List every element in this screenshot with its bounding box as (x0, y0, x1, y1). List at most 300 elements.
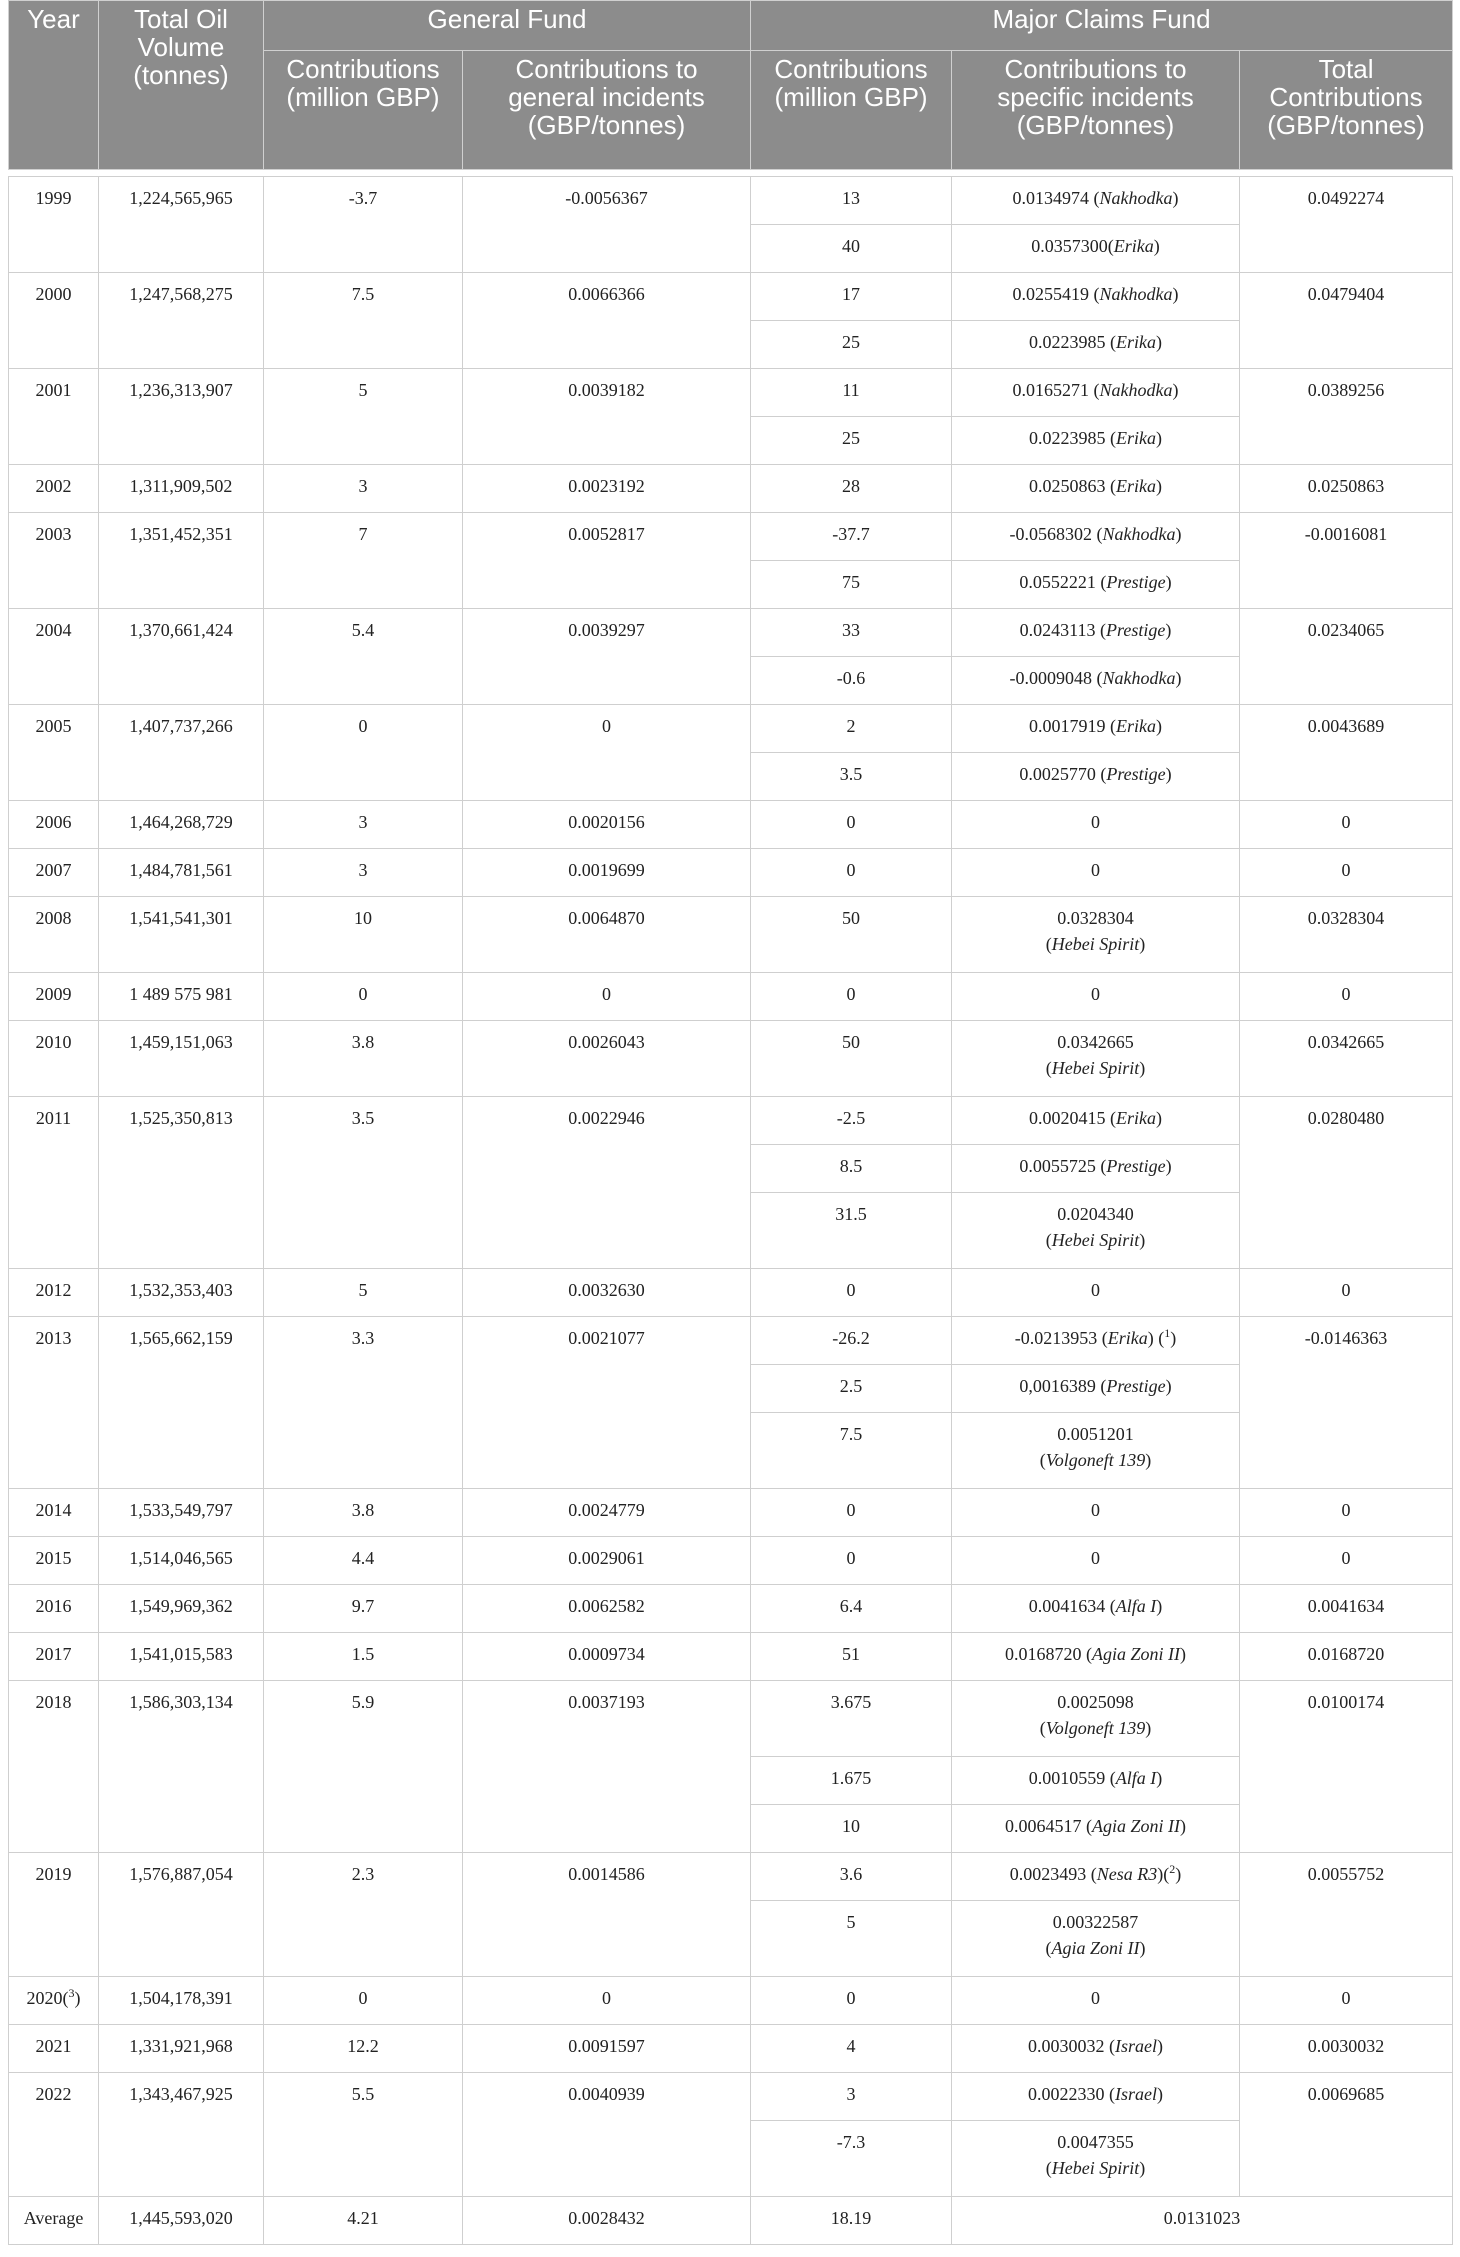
incident-value: 0.0023493 (1009, 1864, 1087, 1884)
header-gf-contributions: Contributions (million GBP) (264, 51, 463, 170)
gf-general-incidents-cell: 0.0024779 (463, 1489, 751, 1537)
table-row (9, 1269, 1453, 1317)
incident-ship-name: Alfa I (1115, 1768, 1157, 1788)
header-mcf-contributions: Contributions (million GBP) (751, 51, 952, 170)
gf-contribution-cell: 3.8 (264, 1021, 463, 1097)
mcf-specific-incident-cell: 0.0020415 (Erika) (952, 1097, 1240, 1145)
mcf-contribution-cell: 25 (751, 417, 952, 465)
year-value: 2003 (35, 524, 72, 544)
mcf-specific-incident-cell: 0.0168720 (Agia Zoni II) (952, 1633, 1240, 1681)
mcf-contribution-cell: 11 (751, 369, 952, 417)
incident-ship-name: Nakhodka (1102, 524, 1176, 544)
total-oil-volume-cell: 1,224,565,965 (99, 177, 264, 273)
table-row (9, 973, 1453, 1021)
gf-general-incidents-cell: 0.0064870 (463, 897, 751, 973)
year-cell (9, 1853, 99, 1977)
mcf-specific-incident-cell: 0.0204340 (Hebei Spirit) (952, 1193, 1240, 1269)
year-cell (9, 1021, 99, 1097)
incident-value: 0.0168720 (1005, 1644, 1082, 1664)
mcf-total-contribution-cell: 0.0250863 (1240, 465, 1453, 513)
year-value: 2006 (35, 812, 72, 832)
gf-general-incidents-cell: 0.0026043 (463, 1021, 751, 1097)
incident-ship-name: Agia Zoni II (1092, 1816, 1181, 1836)
mcf-total-contribution-cell: 0.0168720 (1240, 1633, 1453, 1681)
gf-contribution-cell: 0 (264, 705, 463, 801)
mcf-contribution-cell: -37.7 (751, 513, 952, 561)
mcf-contribution-cell: 28 (751, 465, 952, 513)
year-cell (9, 465, 99, 513)
gf-contribution-cell: 3.3 (264, 1317, 463, 1489)
table-row (9, 2025, 1453, 2073)
year-value: 2020 (26, 1988, 63, 2008)
mcf-specific-incident-cell (952, 849, 1240, 897)
mcf-specific-incident-cell: -0.0568302 (Nakhodka) (952, 513, 1240, 561)
table-row (9, 897, 1453, 973)
table-row (9, 273, 1453, 321)
year-cell (9, 1269, 99, 1317)
mcf-total-contribution-cell: 0.0342665 (1240, 1021, 1453, 1097)
gf-contribution-cell: 3.5 (264, 1097, 463, 1269)
gf-contribution-cell: 0 (264, 973, 463, 1021)
year-cell (9, 705, 99, 801)
incident-ship-name: Prestige (1106, 572, 1166, 592)
incident-ship-name: Nakhodka (1099, 188, 1173, 208)
mcf-specific-incident-cell (952, 1537, 1240, 1585)
incident-value: 0.0025770 (1019, 764, 1096, 784)
gf-general-incidents-cell: 0.0091597 (463, 2025, 751, 2073)
total-oil-volume-cell: 1,464,268,729 (99, 801, 264, 849)
year-value: 1999 (35, 188, 72, 208)
incident-ship-name: Prestige (1106, 1376, 1166, 1396)
table-row (9, 849, 1453, 897)
incident-value: 0.0055725 (1019, 1156, 1096, 1176)
incident-value: -0.0568302 (1009, 524, 1093, 544)
mcf-contribution-cell: 31.5 (751, 1193, 952, 1269)
mcf-contribution-cell: 0 (751, 849, 952, 897)
incident-value: -0.0213953 (1014, 1328, 1098, 1348)
year-value: 2015 (35, 1548, 72, 1568)
mcf-contribution-cell: -0.6 (751, 657, 952, 705)
total-oil-volume-cell: 1,311,909,502 (99, 465, 264, 513)
mcf-contribution-cell: -2.5 (751, 1097, 952, 1145)
mcf-specific-incident-cell: 0.0041634 (Alfa I) (952, 1585, 1240, 1633)
incident-value: 0 (1091, 1500, 1101, 1520)
table-row (9, 705, 1453, 753)
year-cell: 2020($^3$) (9, 1977, 99, 2025)
total-oil-volume-cell: 1,525,350,813 (99, 1097, 264, 1269)
incident-value: 0.0022330 (1028, 2084, 1105, 2104)
gf-general-incidents-cell: 0.0039297 (463, 609, 751, 705)
total-oil-volume-cell: 1,533,549,797 (99, 1489, 264, 1537)
incident-value: 0.0165271 (1012, 380, 1090, 400)
gf-general-incidents-cell: 0.0021077 (463, 1317, 751, 1489)
incident-value: 0.0064517 (1005, 1816, 1082, 1836)
year-cell (9, 2073, 99, 2197)
mcf-contribution-cell: -7.3 (751, 2121, 952, 2197)
mcf-total-contribution-cell: 0.0389256 (1240, 369, 1453, 465)
gf-general-incidents-cell: 0.0020156 (463, 801, 751, 849)
year-cell (9, 2025, 99, 2073)
incident-value: 0.0010559 (1028, 1768, 1106, 1788)
total-oil-volume-cell: 1,504,178,391 (99, 1977, 264, 2025)
incident-ship-name: Israel (1115, 2084, 1158, 2104)
gf-contribution-cell: 5.4 (264, 609, 463, 705)
mcf-contribution-cell: 0 (751, 1489, 952, 1537)
gf-contribution-cell: 12.2 (264, 2025, 463, 2073)
gf-contribution-cell: 5.9 (264, 1681, 463, 1853)
mcf-total-contribution-cell: 0.0479404 (1240, 273, 1453, 369)
incident-value: 0.0020415 (1029, 1108, 1106, 1128)
incident-value: 0 (1091, 1988, 1101, 2008)
year-value: 2019 (35, 1864, 72, 1884)
year-value: 2018 (35, 1692, 72, 1712)
year-cell (9, 513, 99, 609)
gf-contribution-cell: 3.8 (264, 1489, 463, 1537)
mcf-specific-incident-cell: 0.0342665 (Hebei Spirit) (952, 1021, 1240, 1097)
total-oil-volume-cell: 1,541,541,301 (99, 897, 264, 973)
mcf-contribution-cell: 3.5 (751, 753, 952, 801)
table-row (9, 1537, 1453, 1585)
mcf-total-contribution-cell: 0.0043689 (1240, 705, 1453, 801)
year-value: 2002 (35, 476, 72, 496)
incident-ship-name: Israel (1115, 2036, 1158, 2056)
total-oil-volume-cell: 1,565,662,159 (99, 1317, 264, 1489)
mcf-contribution-cell: 3.675 (751, 1681, 952, 1757)
mcf-contribution-cell: 50 (751, 1021, 952, 1097)
header-mcf-total-contributions: Total Contributions (GBP/tonnes) (1240, 51, 1453, 170)
incident-value: 0.0051201 (1057, 1424, 1134, 1444)
incident-ship-name: Alfa I (1115, 1596, 1157, 1616)
total-oil-volume-cell: 1,484,781,561 (99, 849, 264, 897)
table-row (9, 1977, 1453, 2025)
gf-general-incidents-cell: 0 (463, 705, 751, 801)
year-cell (9, 1585, 99, 1633)
mcf-specific-incident-cell: -0.0009048 (Nakhodka) (952, 657, 1240, 705)
average-volume: 1,445,593,020 (99, 2197, 264, 2245)
year-value: 2010 (35, 1032, 72, 1052)
header-general-fund: General Fund (264, 1, 751, 51)
average-label: Average (9, 2197, 99, 2245)
incident-value: 0.0134974 (1012, 188, 1090, 208)
total-oil-volume-cell: 1,532,353,403 (99, 1269, 264, 1317)
incident-value: 0.0328304 (1057, 908, 1134, 928)
mcf-contribution-cell: 13 (751, 177, 952, 225)
gf-general-incidents-cell: 0.0029061 (463, 1537, 751, 1585)
gf-general-incidents-cell: 0.0040939 (463, 2073, 751, 2197)
incident-ship-name: Volgoneft 139 (1045, 1450, 1146, 1470)
mcf-total-contribution-cell: 0.0069685 (1240, 2073, 1453, 2197)
incident-value: 0.0552221 (1019, 572, 1096, 592)
mcf-contribution-cell: 3.6 (751, 1853, 952, 1901)
table-row (9, 465, 1453, 513)
incident-value: 0.0342665 (1057, 1032, 1134, 1052)
incident-value: 0.0243113 (1019, 620, 1096, 640)
table-row (9, 177, 1453, 225)
mcf-contribution-cell: 6.4 (751, 1585, 952, 1633)
average-mcf-contribution: 18.19 (751, 2197, 952, 2245)
mcf-total-contribution-cell: 0 (1240, 1977, 1453, 2025)
year-value: 2005 (35, 716, 72, 736)
gf-general-incidents-cell: 0.0052817 (463, 513, 751, 609)
incident-ship-name: Nakhodka (1099, 380, 1173, 400)
mcf-specific-incident-cell: 0.0010559 (Alfa I) (952, 1757, 1240, 1805)
year-cell (9, 609, 99, 705)
incident-value: 0.0250863 (1029, 476, 1106, 496)
header-gf-general-incidents: Contributions to general incidents (GBP/tonnes) (463, 51, 751, 170)
mcf-specific-incident-cell: 0.0134974 (Nakhodka) (952, 177, 1240, 225)
mcf-specific-incident-cell: 0.0165271 (Nakhodka) (952, 369, 1240, 417)
gf-general-incidents-cell: -0.0056367 (463, 177, 751, 273)
gf-general-incidents-cell: 0.0014586 (463, 1853, 751, 1977)
gf-general-incidents-cell: 0.0062582 (463, 1585, 751, 1633)
gf-contribution-cell: 3 (264, 465, 463, 513)
table-row (9, 609, 1453, 657)
incident-ship-name: Hebei Spirit (1051, 1230, 1140, 1250)
incident-value: 0.0025098 (1057, 1692, 1134, 1712)
gf-contribution-cell: 5.5 (264, 2073, 463, 2197)
total-oil-volume-cell: 1,576,887,054 (99, 1853, 264, 1977)
footnote-marker: 1 (1164, 1326, 1171, 1340)
mcf-contribution-cell: 0 (751, 801, 952, 849)
incident-ship-name: Erika (1107, 1328, 1148, 1348)
incident-value: 0.0204340 (1057, 1204, 1134, 1224)
incident-value: 0.0047355 (1057, 2132, 1134, 2152)
year-value: 2001 (35, 380, 72, 400)
table-body (9, 170, 1453, 2245)
year-cell (9, 849, 99, 897)
mcf-specific-incident-cell (952, 1977, 1240, 2025)
incident-ship-name: Erika (1116, 332, 1157, 352)
year-cell (9, 801, 99, 849)
total-oil-volume-cell: 1 489 575 981 (99, 973, 264, 1021)
mcf-total-contribution-cell: 0 (1240, 1489, 1453, 1537)
gf-contribution-cell: 10 (264, 897, 463, 973)
incident-value: 0.0223985 (1029, 428, 1106, 448)
year-value: 2008 (35, 908, 72, 928)
year-value: 2013 (35, 1328, 72, 1348)
mcf-specific-incident-cell: 0,0016389 (Prestige) (952, 1365, 1240, 1413)
gf-general-incidents-cell: 0.0019699 (463, 849, 751, 897)
gf-general-incidents-cell: 0.0032630 (463, 1269, 751, 1317)
average-gf-general-incidents: 0.0028432 (463, 2197, 751, 2245)
incident-value: -0.0009048 (1009, 668, 1093, 688)
mcf-total-contribution-cell: 0 (1240, 1537, 1453, 1585)
incident-ship-name: Erika (1116, 1108, 1157, 1128)
mcf-contribution-cell: 3 (751, 2073, 952, 2121)
mcf-contribution-cell: 1.675 (751, 1757, 952, 1805)
gf-general-incidents-cell: 0 (463, 973, 751, 1021)
table-row (9, 513, 1453, 561)
mcf-total-contribution-cell: -0.0146363 (1240, 1317, 1453, 1489)
total-oil-volume-cell: 1,459,151,063 (99, 1021, 264, 1097)
table-row (9, 1097, 1453, 1145)
mcf-specific-incident-cell (952, 973, 1240, 1021)
mcf-contribution-cell: 0 (751, 1977, 952, 2025)
year-cell (9, 1097, 99, 1269)
table-row (9, 1633, 1453, 1681)
year-cell (9, 1681, 99, 1853)
incident-value: 0.00322587 (1052, 1912, 1139, 1932)
mcf-specific-incident-cell: 0.0030032 (Israel) (952, 2025, 1240, 2073)
total-oil-volume-cell: 1,331,921,968 (99, 2025, 264, 2073)
year-value: 2017 (35, 1644, 72, 1664)
gf-general-incidents-cell: 0 (463, 1977, 751, 2025)
gf-contribution-cell: 7 (264, 513, 463, 609)
mcf-total-contribution-cell: 0 (1240, 973, 1453, 1021)
table-row (9, 801, 1453, 849)
year-cell (9, 369, 99, 465)
mcf-total-contribution-cell: 0 (1240, 801, 1453, 849)
mcf-contribution-cell: 4 (751, 2025, 952, 2073)
spacer-cell (9, 170, 1453, 177)
incident-ship-name: Prestige (1106, 1156, 1166, 1176)
gf-contribution-cell: 5 (264, 369, 463, 465)
header-mcf-specific-incidents: Contributions to specific incidents (GBP/tonnes) (952, 51, 1240, 170)
mcf-specific-incident-cell: 0.0328304 (Hebei Spirit) (952, 897, 1240, 973)
incident-value: 0 (1091, 1280, 1101, 1300)
mcf-specific-incident-cell: 0.00322587 (Agia Zoni II) (952, 1901, 1240, 1977)
mcf-total-contribution-cell: 0 (1240, 849, 1453, 897)
mcf-specific-incident-cell: 0.0243113 (Prestige) (952, 609, 1240, 657)
incident-ship-name: Erika (1116, 476, 1157, 496)
mcf-specific-incident-cell (952, 1269, 1240, 1317)
gf-general-incidents-cell: 0.0023192 (463, 465, 751, 513)
total-oil-volume-cell: 1,549,969,362 (99, 1585, 264, 1633)
mcf-specific-incident-cell: 0.0051201 (Volgoneft 139) (952, 1413, 1240, 1489)
gf-contribution-cell: 4.4 (264, 1537, 463, 1585)
incident-value: 0 (1091, 860, 1101, 880)
mcf-total-contribution-cell: 0.0030032 (1240, 2025, 1453, 2073)
average-gf-contribution: 4.21 (264, 2197, 463, 2245)
incident-value: 0.0030032 (1028, 2036, 1105, 2056)
mcf-specific-incident-cell: 0.0064517 (Agia Zoni II) (952, 1805, 1240, 1853)
incident-ship-name: Prestige (1106, 764, 1166, 784)
total-oil-volume-cell: 1,541,015,583 (99, 1633, 264, 1681)
mcf-specific-incident-cell: 0.0047355 (Hebei Spirit) (952, 2121, 1240, 2197)
gf-general-incidents-cell: 0.0066366 (463, 273, 751, 369)
mcf-contribution-cell: 2 (751, 705, 952, 753)
incident-value: 0 (1091, 984, 1101, 1004)
year-value: 2004 (35, 620, 72, 640)
year-value: 2016 (35, 1596, 72, 1616)
year-value: 2011 (35, 1108, 72, 1128)
average-mcf-value: 0.0131023 (952, 2197, 1453, 2245)
mcf-specific-incident-cell: 0.0223985 (Erika) (952, 417, 1240, 465)
year-cell (9, 177, 99, 273)
gf-general-incidents-cell: 0.0009734 (463, 1633, 751, 1681)
year-cell (9, 897, 99, 973)
table-row (9, 369, 1453, 417)
year-value: 2009 (35, 984, 72, 1004)
mcf-specific-incident-cell: 0.0357300(Erika) (952, 225, 1240, 273)
incident-ship-name: Agia Zoni II (1092, 1644, 1181, 1664)
incident-ship-name: Volgoneft 139 (1045, 1718, 1146, 1738)
mcf-contribution-cell: 0 (751, 973, 952, 1021)
mcf-total-contribution-cell: 0.0055752 (1240, 1853, 1453, 1977)
incident-ship-name: Hebei Spirit (1051, 934, 1140, 954)
mcf-contribution-cell: 8.5 (751, 1145, 952, 1193)
mcf-contribution-cell: 5 (751, 1901, 952, 1977)
mcf-total-contribution-cell: -0.0016081 (1240, 513, 1453, 609)
gf-contribution-cell: 3 (264, 849, 463, 897)
mcf-total-contribution-cell: 0.0492274 (1240, 177, 1453, 273)
table-row (9, 1021, 1453, 1097)
mcf-contribution-cell: 0 (751, 1537, 952, 1585)
total-oil-volume-cell: 1,351,452,351 (99, 513, 264, 609)
total-oil-volume-cell: 1,370,661,424 (99, 609, 264, 705)
mcf-specific-incident-cell: 0.0223985 (Erika) (952, 321, 1240, 369)
table-row (9, 1681, 1453, 1757)
average-row (9, 2197, 1453, 2245)
incident-value: 0.0041634 (1028, 1596, 1106, 1616)
incident-ship-name: Nakhodka (1102, 668, 1176, 688)
mcf-contribution-cell: 17 (751, 273, 952, 321)
incident-ship-name: Erika (1116, 428, 1157, 448)
year-cell (9, 1317, 99, 1489)
mcf-total-contribution-cell: 0.0100174 (1240, 1681, 1453, 1853)
table-row (9, 1853, 1453, 1901)
gf-contribution-cell: -3.7 (264, 177, 463, 273)
year-value: 2014 (35, 1500, 72, 1520)
mcf-contribution-cell: 7.5 (751, 1413, 952, 1489)
table-row (9, 1317, 1453, 1365)
year-value: 2000 (35, 284, 72, 304)
incident-value: 0 (1091, 1548, 1101, 1568)
year-cell (9, 1633, 99, 1681)
mcf-specific-incident-cell: 0.0255419 (Nakhodka) (952, 273, 1240, 321)
gf-contribution-cell: 5 (264, 1269, 463, 1317)
gf-general-incidents-cell: 0.0039182 (463, 369, 751, 465)
year-value: 2007 (35, 860, 72, 880)
table-row (9, 1585, 1453, 1633)
incident-value: 0.0017919 (1029, 716, 1106, 736)
mcf-contribution-cell: -26.2 (751, 1317, 952, 1365)
total-oil-volume-cell: 1,343,467,925 (99, 2073, 264, 2197)
mcf-specific-incident-cell: 0.0025770 (Prestige) (952, 753, 1240, 801)
mcf-contribution-cell: 51 (751, 1633, 952, 1681)
header-year: Year (9, 1, 99, 170)
mcf-total-contribution-cell: 0 (1240, 1269, 1453, 1317)
mcf-specific-incident-cell: 0.0025098 (Volgoneft 139) (952, 1681, 1240, 1757)
year-cell (9, 1537, 99, 1585)
mcf-contribution-cell: 75 (751, 561, 952, 609)
mcf-specific-incident-cell: 0.0055725 (Prestige) (952, 1145, 1240, 1193)
footnote-marker: 3 (68, 1986, 75, 2000)
total-oil-volume-cell: 1,236,313,907 (99, 369, 264, 465)
gf-contribution-cell: 0 (264, 1977, 463, 2025)
gf-contribution-cell: 9.7 (264, 1585, 463, 1633)
year-cell (9, 973, 99, 1021)
incident-ship-name: Nakhodka (1099, 284, 1173, 304)
incident-ship-name: Hebei Spirit (1051, 2158, 1140, 2178)
table-row (9, 2073, 1453, 2121)
total-oil-volume-cell: 1,514,046,565 (99, 1537, 264, 1585)
incident-ship-name: Nesa R3 (1096, 1864, 1158, 1884)
mcf-specific-incident-cell: 0.0022330 (Israel) (952, 2073, 1240, 2121)
incident-ship-name: Erika (1113, 236, 1154, 256)
total-oil-volume-cell: 1,247,568,275 (99, 273, 264, 369)
mcf-contribution-cell: 10 (751, 1805, 952, 1853)
spacer-row (9, 170, 1453, 177)
gf-contribution-cell: 2.3 (264, 1853, 463, 1977)
gf-contribution-cell: 7.5 (264, 273, 463, 369)
total-oil-volume-cell: 1,407,737,266 (99, 705, 264, 801)
mcf-specific-incident-cell (952, 801, 1240, 849)
header-total-oil-volume: Total Oil Volume (tonnes) (99, 1, 264, 170)
year-value: 2012 (35, 1280, 72, 1300)
mcf-specific-incident-cell: 0.0250863 (Erika) (952, 465, 1240, 513)
table-row (9, 1489, 1453, 1537)
